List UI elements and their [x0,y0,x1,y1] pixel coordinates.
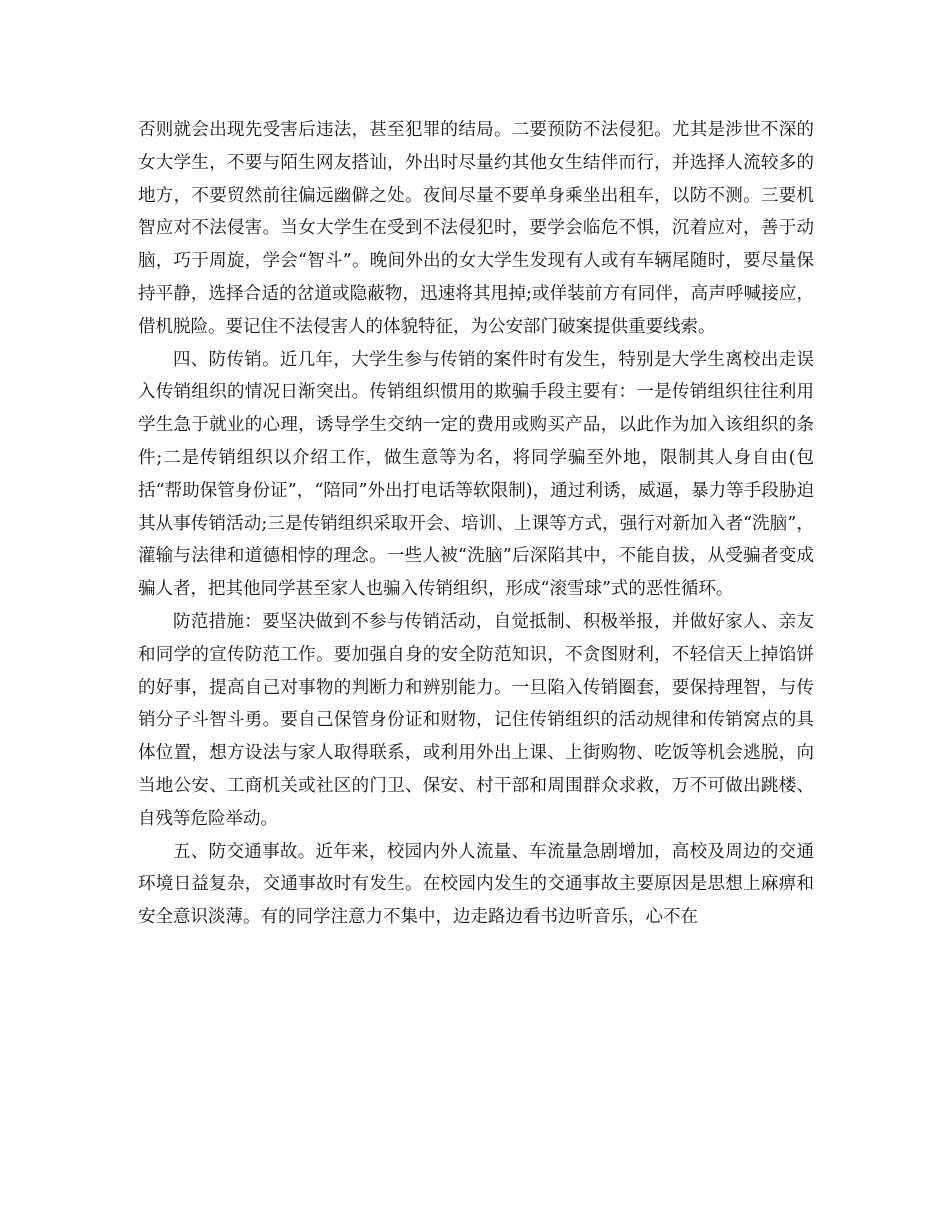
paragraph-1: 否则就会出现先受害后违法，甚至犯罪的结局。二要预防不法侵犯。尤其是涉世不深的女大学生，不要与陌生网友搭讪，外出时尽量约其他女生结伴而行，并选择人流较多的地方，不要贸然前往偏远幽僻之处。夜间尽量不要单身乘坐出租车，以防不测。三要机智应对不法侵害。当女大学生在受到不法侵犯时，要学会临危不惧，沉着应对，善于动脑，巧于周旋，学会“智斗”。晚间外出的女大学生发现有人或有车辆尾随时，要尽量保持平静，选择合适的岔道或隐蔽物，迅速将其甩掉;或佯装前方有同伴，高声呼喊接应，借机脱险。要记住不法侵害人的体貌特征，为公安部门破案提供重要线索。 [138,120,814,337]
paragraph-2: 四、防传销。近几年，大学生参与传销的案件时有发生，特别是大学生离校出走误入传销组织的情况日渐突出。传销组织惯用的欺骗手段主要有：一是传销组织往往利用学生急于就业的心理，诱导学生交纳一定的费用或购买产品，以此作为加入该组织的条件;二是传销组织以介绍工作，做生意等为名，将同学骗至外地，限制其人身自由(包括“帮助保管身份证”，“陪同”外出打电话等软限制)，通过利诱，威逼，暴力等手段胁迫其从事传销活动;三是传销组织采取开会、培训、上课等方式，强行对新加入者“洗脑”，灌输与法律和道德相悖的理念。一些人被“洗脑”后深陷其中，不能自拔，从受骗者变成骗人者，把其他同学甚至家人也骗入传销组织，形成“滚雪球”式的恶性循环。 [138,349,814,600]
paragraph-3: 防范措施：要坚决做到不参与传销活动，自觉抵制、积极举报，并做好家人、亲友和同学的宣传防范工作。要加强自身的安全防范知识，不贪图财利，不轻信天上掉馅饼的好事，提高自己对事物的判断力和辨别能力。一旦陷入传销圈套，要保持理智，与传销分子斗智斗勇。要自己保管身份证和财物，记住传销组织的活动规律和传销窝点的具体位置，想方设法与家人取得联系，或利用外出上课、上街购物、吃饭等机会逃脱，向当地公安、工商机关或社区的门卫、保安、村干部和周围群众求救，万不可做出跳楼、自残等危险举动。 [138,611,814,829]
paragraph-4: 五、防交通事故。近年来，校园内外人流量、车流量急剧增加，高校及周边的交通环境日益复杂，交通事故时有发生。在校园内发生的交通事故主要原因是思想上麻痹和安全意识淡薄。有的同学注意力不集中，边走路边看书边听音乐，心不在 [138,841,814,928]
document-page [138,114,814,934]
